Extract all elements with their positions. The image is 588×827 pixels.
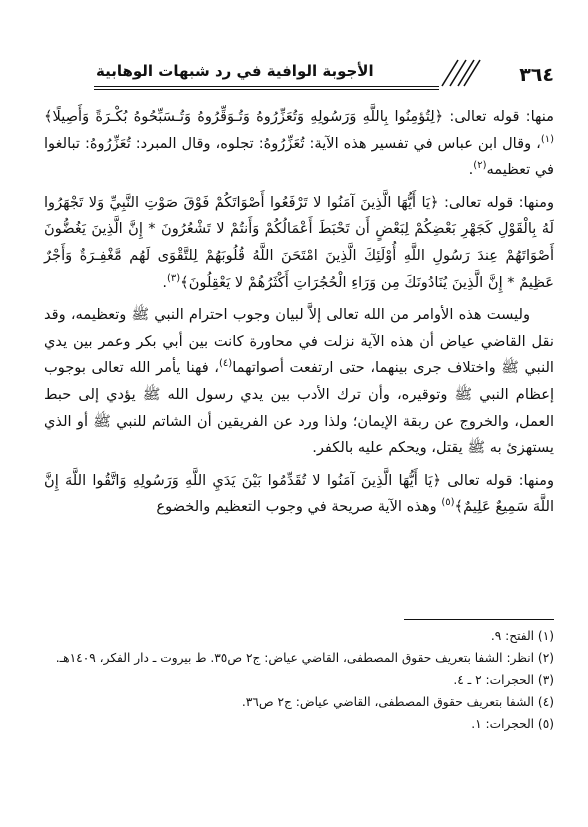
footnote-3: (٣) الحجرات: ٢ ـ ٤.: [453, 673, 554, 687]
footnote-ref: (٢): [473, 160, 487, 172]
footnotes: [44, 625, 554, 735]
paragraph-4: [44, 468, 554, 521]
paragraph-end: ، فهنا يأمر الله تعالى بوجوب إعظام النبي ﷺ وتوقيره، وأن ترك الأدب بين يدي رسول الله ﷺ يؤدي إلى حبط العمل، والخروج عن ربقة الإيمان؛ ولذا ورد عن الفريقين أن الشاتم للنبي ﷺ أو الذي يستهزئ به ﷺ يقتل، ويحكم عليه بالكفر.: [44, 359, 554, 457]
page-number: ٣٦٤: [519, 64, 554, 86]
paragraph-3: [44, 302, 554, 462]
running-title: الأجوبة الوافية في رد شبهات الوهابية: [96, 62, 374, 80]
paragraph-end: .: [162, 273, 167, 291]
footnote-ref: (٥): [441, 497, 455, 509]
header-rule-secondary: [94, 89, 439, 90]
paragraph-1: [44, 104, 554, 184]
paragraph-body: ، وقال ابن عباس في تفسير هذه الآية: تُعَزِّرُوهُ: تجلوه، وقال المبرد: تُعَزِّرُوهُ: تبالغوا في تعظيمه: [44, 134, 554, 179]
paragraph-body: وهذه الآية صريحة في وجوب التعظيم والخضوع: [156, 498, 442, 516]
paragraph-body: وليست هذه الأوامر من الله تعالى إلاَّ لبيان وجوب احترام النبي ﷺ وتعظيمه، وقد نقل القاضي عياض أن هذه الآية نزلت في محاورة كانت بين أبي بكر وعمر بين يدي النبي ﷺ واختلاف جرى بينهما، حتى ارتفعت أصواتهما: [44, 306, 554, 377]
paragraph-2: [44, 190, 554, 296]
paragraph-lead: منها: قوله تعالى:: [443, 108, 554, 125]
running-header: [94, 58, 554, 88]
footnote-ref: (٤): [219, 358, 233, 370]
footnote-ref: (٣): [166, 272, 181, 284]
footnote-5: (٥) الحجرات: ١.: [471, 717, 554, 731]
quran-quote: ﴿يَا أَيُّهَا الَّذِينَ آمَنُوا لا تَرْفَعُوا أَصْوَاتَكُمْ فَوْقَ صَوْتِ النَّبِيِّ وَلا تَجْهَرُوا لَهُ بِالْقَوْلِ كَجَهْرِ بَعْضِكُمْ لِبَعْضٍ أَن تَحْبَطَ أَعْمَالُكُمْ وَأَنتُمْ لا تَشْعُرُونَ * إِنَّ الَّذِينَ يَغُضُّونَ أَصْوَاتَهُمْ عِندَ رَسُولِ اللَّهِ أُوْلَئِكَ الَّذِينَ امْتَحَنَ اللَّهُ قُلُوبَهُمْ لِلتَّقْوَى لَهُم مَّغْفِـرَةٌ وَأَجْرٌ عَظِيمٌ * إِنَّ الَّذِينَ يُنَادُونَكَ مِن وَرَاءِ الْحُجُرَاتِ أَكْثَرُهُمْ لا يَعْقِلُونَ﴾: [44, 193, 554, 291]
footnote-separator: [404, 619, 554, 620]
footnote-ref: (١): [540, 133, 554, 145]
quran-quote: ﴿يَا أَيُّهَا الَّذِينَ آمَنُوا لا تُقَدِّمُوا بَيْنَ يَدَيِ اللَّهِ وَرَسُولِهِ وَاتَّقُوا اللَّهَ إِنَّ اللَّهَ سَمِيعٌ عَلِيمٌ﴾: [44, 471, 554, 516]
footnote-4: (٤) الشفا بتعريف حقوق المصطفى، القاضي عياض: ج٢ ص٣٦.: [241, 695, 554, 709]
footnote-1: (١) الفتح: ٩.: [490, 629, 554, 643]
paragraph-end: .: [468, 161, 474, 179]
quran-quote: ﴿لِتُؤمِنُوا بِاللَّهِ وَرَسُولِهِ وَتُعَزِّرُوهُ وَتُـوَقِّرُوهُ وَتُـسَبِّحُوهُ بُكْـرَةً وَأَصِيلًا﴾: [44, 108, 444, 125]
header-rule: [94, 86, 439, 87]
footnote-2: (٢) انظر: الشفا بتعريف حقوق المصطفى، القاضي عياض: ج٢ ص٣٥. ط بيروت ـ دار الفكر، ١٤٠٩هـ.: [55, 651, 554, 665]
paragraph-lead: ومنها: قوله تعالى:: [438, 193, 554, 211]
paragraph-lead: ومنها: قوله تعالى: [441, 471, 554, 489]
slash-ornament-icon: [436, 58, 496, 88]
main-text: [44, 100, 554, 527]
